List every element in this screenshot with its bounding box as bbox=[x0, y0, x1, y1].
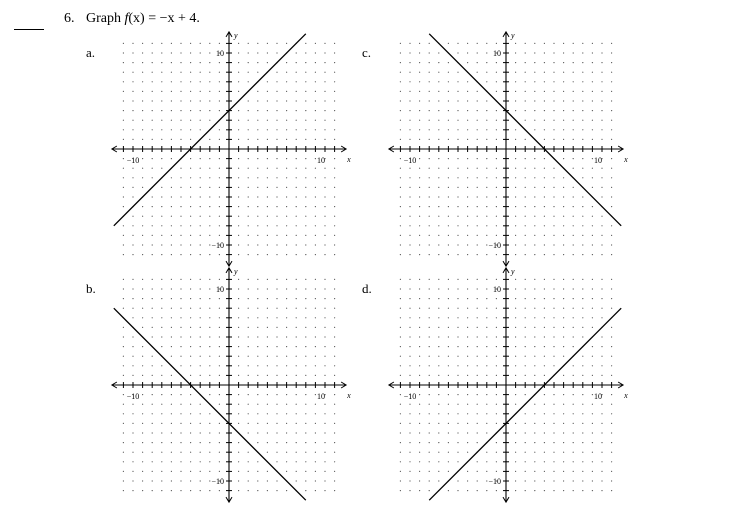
option-b-label[interactable]: b. bbox=[86, 281, 96, 296]
function-name: f bbox=[124, 11, 129, 26]
x-axis-name: x bbox=[347, 391, 351, 400]
graph-b bbox=[112, 267, 351, 502]
x-max-label: 10 bbox=[317, 392, 325, 401]
graph-d bbox=[389, 267, 628, 502]
question-number: 6. bbox=[64, 11, 75, 26]
y-max-label: 10 bbox=[216, 285, 224, 294]
y-axis-name: y bbox=[511, 266, 515, 276]
x-axis-name: x bbox=[347, 155, 351, 164]
x-axis-name: x bbox=[624, 155, 628, 164]
x-max-label: 10 bbox=[317, 156, 325, 165]
y-axis-name: y bbox=[234, 30, 238, 40]
x-max-label: 10 bbox=[594, 392, 602, 401]
x-axis-name: x bbox=[624, 391, 628, 400]
option-c-label[interactable]: c. bbox=[362, 45, 372, 60]
option-a-label[interactable]: a. bbox=[86, 45, 96, 60]
x-min-label: −10 bbox=[126, 392, 140, 401]
y-max-label: 10 bbox=[493, 285, 501, 294]
y-axis-name: y bbox=[234, 266, 238, 276]
graph-a bbox=[112, 31, 351, 266]
y-min-label: −10 bbox=[488, 241, 501, 250]
y-max-label: 10 bbox=[493, 49, 501, 58]
y-min-label: −10 bbox=[488, 477, 501, 486]
y-min-label: −10 bbox=[211, 241, 224, 250]
y-max-label: 10 bbox=[216, 49, 224, 58]
prompt-prefix: Graph bbox=[86, 11, 125, 26]
graph-c bbox=[389, 31, 628, 266]
x-min-label: −10 bbox=[403, 392, 417, 401]
x-min-label: −10 bbox=[126, 156, 140, 165]
prompt-equation: = −x + 4. bbox=[144, 11, 200, 26]
option-d-label[interactable]: d. bbox=[362, 281, 372, 296]
x-max-label: 10 bbox=[594, 156, 602, 165]
function-variable: (x) bbox=[128, 11, 145, 26]
y-min-label: −10 bbox=[211, 477, 224, 486]
x-min-label: −10 bbox=[403, 156, 417, 165]
y-axis-name: y bbox=[511, 30, 515, 40]
